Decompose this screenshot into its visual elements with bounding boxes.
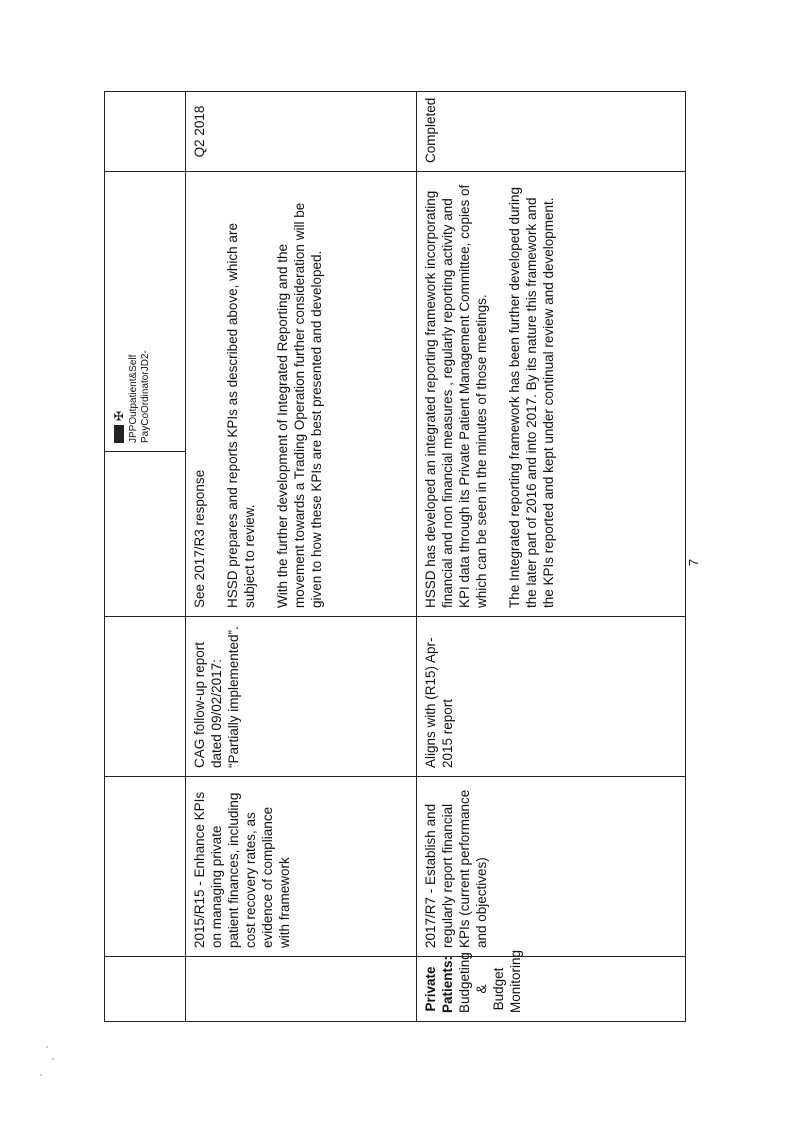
rotated-table-container: [104, 92, 686, 1022]
stamp-line-1: JPPOutpatient&Self: [127, 354, 139, 443]
response-paragraph: HSSD has developed an integrated reporting framework incorporating financial and non financial measures , regularly reporting activity and KPI data through its Private Patient Management Committee, copies of which can be seen in the minutes of those meetings.: [423, 184, 489, 608]
response-paragraph: HSSD prepares and reports KPIs as described above, which are subject to review.: [225, 223, 257, 608]
table-cell: [105, 452, 186, 617]
category-title: Private Patients:: [423, 955, 455, 1013]
recommendation-cell: 2017/R7 - Establish and regularly report financial KPIs (current performance and objectives): [417, 777, 686, 957]
table-cell: [186, 957, 417, 1022]
table-cell: [105, 617, 186, 777]
scan-speck: [52, 1058, 54, 1060]
category-line-3: Budget Monitoring: [491, 949, 523, 1013]
response-cell: [417, 172, 686, 617]
source-cell: CAG follow-up report dated 09/02/2017: “Partially implemented”.: [186, 617, 417, 777]
table-row: [186, 92, 417, 1022]
scan-speck: [46, 1046, 48, 1048]
scan-speck: [40, 1074, 42, 1076]
source-cell: Aligns with (R15) Apr-2015 report: [417, 617, 686, 777]
response-paragraph: See 2017/R3 response: [192, 469, 207, 608]
table-cell: [105, 777, 186, 957]
table-cell: [105, 957, 186, 1022]
table-row: [105, 92, 186, 1022]
status-cell: Completed: [417, 92, 686, 172]
document-stamp: [110, 180, 152, 443]
recommendations-table: [104, 91, 686, 1022]
stamp-line-2: PayCoOrdinatorJD2-: [139, 350, 151, 443]
response-paragraph: With the further development of Integrated Reporting and the movement towards a Trading Operation further consideration will be given to how these KPIs are best presented and developed.: [275, 202, 324, 608]
signature-icon: ✠: [111, 410, 126, 421]
category-line-2: Budgeting &: [457, 952, 489, 1013]
response-cell: [186, 172, 417, 617]
category-cell: [417, 949, 686, 1022]
table-row: [417, 92, 686, 1022]
page-number: 7: [686, 558, 702, 567]
stamp-logo-icon: [114, 425, 124, 443]
response-paragraph: The Integrated reporting framework has been further developed during the later part of 2016 and into 2017. By its nature this framework and the KPIs reported and kept under continual review and development.: [507, 186, 556, 608]
recommendation-cell: 2015/R15 - Enhance KPIs on managing private patient finances, including cost recovery rates, as evidence of compliance with framework: [186, 777, 417, 957]
table-cell: [105, 92, 186, 172]
table-cell: [105, 172, 186, 452]
status-cell: Q2 2018: [186, 92, 417, 172]
